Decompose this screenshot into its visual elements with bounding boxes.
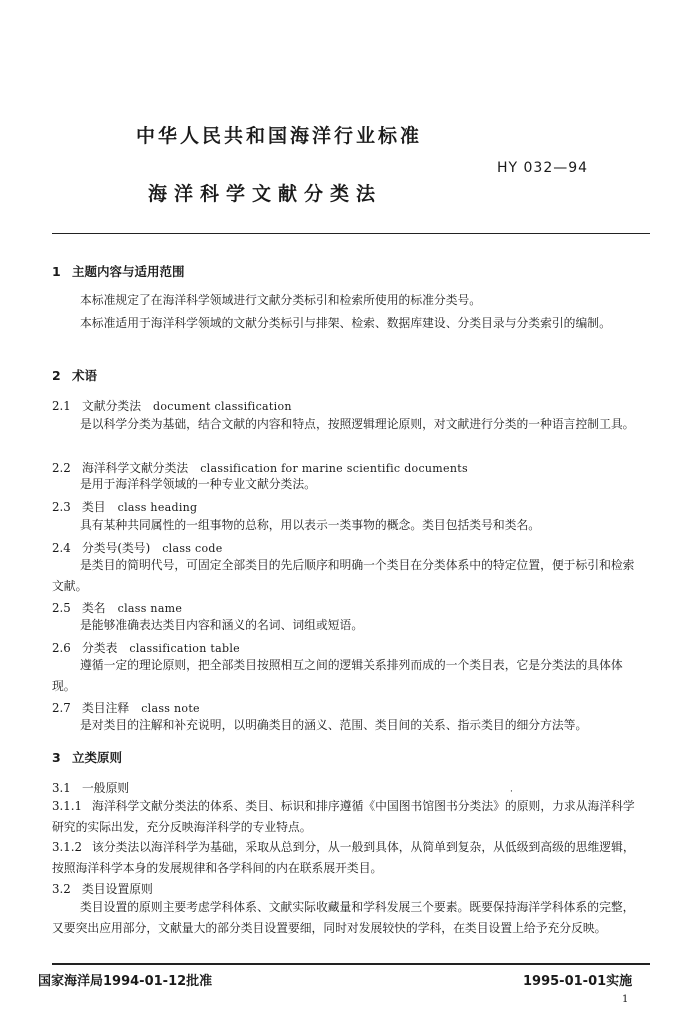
subsection-number: 3.1 <box>52 781 71 795</box>
footer-divider <box>52 963 650 965</box>
section-number: 3 <box>52 750 61 765</box>
term-2-6-definition: 遵循一定的理论原则，把全部类目按照相互之间的逻辑关系排列而成的一个类目表，它是分类法的具体体现。 <box>52 658 623 693</box>
section-title: 主题内容与适用范围 <box>72 264 185 279</box>
section-number: 2 <box>52 368 61 383</box>
term-number: 2.5 <box>52 601 71 615</box>
term-number: 2.7 <box>52 701 71 715</box>
clause-3-1-1 <box>52 796 646 838</box>
page-number: 1 <box>622 994 629 1005</box>
clause-3-1-2 <box>52 837 646 879</box>
effective-date: 1995-01-01实施 <box>523 974 633 989</box>
section-1-paragraph-1: 本标准规定了在海洋科学领域进行文献分类标引和检索所使用的标准分类号。 <box>80 293 482 307</box>
term-2-6-heading <box>52 639 240 656</box>
term-english: class code <box>162 542 223 555</box>
term-english: class name <box>117 602 183 615</box>
section-2-heading <box>52 366 97 384</box>
term-chinese: 类名 <box>82 601 106 615</box>
clause-text: 该分类法以海洋科学为基础，采取从总到分，从一般到具体，从简单到复杂，从低级到高级的思维逻辑，按照海洋科学本身的发展规律和各学科间的内在联系展开类目。 <box>52 840 635 875</box>
section-3-heading <box>52 748 122 766</box>
clause-number: 3.1.1 <box>52 799 83 813</box>
term-2-5-definition: 是能够准确表达类目内容和涵义的名词、词组或短语。 <box>80 618 364 632</box>
subsection-number: 3.2 <box>52 882 71 896</box>
term-number: 2.3 <box>52 500 71 514</box>
term-chinese: 类目 <box>82 500 106 514</box>
term-number: 2.4 <box>52 541 71 555</box>
term-number: 2.2 <box>52 461 71 475</box>
section-number: 1 <box>52 264 61 279</box>
section-1-paragraph-2: 本标准适用于海洋科学领域的文献分类标引与排架、检索、数据库建设、分类目录与分类索引的编制。 <box>80 316 611 330</box>
term-chinese: 分类表 <box>82 641 118 655</box>
subsection-3-2-heading <box>52 880 153 897</box>
term-2-2-definition: 是用于海洋科学领域的一种专业文献分类法。 <box>80 477 316 491</box>
term-2-1-definition: 是以科学分类为基础，结合文献的内容和特点，按照逻辑理论原则，对文献进行分类的一种语言控制工具。 <box>80 417 635 431</box>
term-english: classification table <box>129 642 240 655</box>
subsection-title: 一般原则 <box>82 781 130 795</box>
term-2-7-heading <box>52 699 200 716</box>
header-divider <box>52 233 650 234</box>
section-title: 立类原则 <box>72 750 123 765</box>
approval-date: 国家海洋局1994-01-12批准 <box>38 974 213 989</box>
term-chinese: 类目注释 <box>82 701 130 715</box>
section-1-heading <box>52 262 185 280</box>
term-english: classification for marine scientific documents <box>200 462 468 475</box>
term-2-5-heading <box>52 599 182 616</box>
term-chinese: 海洋科学文献分类法 <box>82 461 189 475</box>
term-2-1-heading <box>52 397 292 414</box>
term-english: class note <box>141 702 200 715</box>
subsection-title: 类目设置原则 <box>82 882 153 896</box>
term-chinese: 分类号(类号) <box>82 541 151 555</box>
standard-code: HY 032—94 <box>497 160 589 176</box>
clause-text: 海洋科学文献分类法的体系、类目、标识和排序遵循《中国图书馆图书分类法》的原则，力求从海洋科学研究的实际出发，充分反映海洋科学的专业特点。 <box>52 799 635 834</box>
term-2-7-definition: 是对类目的注解和补充说明，以明确类目的涵义、范围、类目间的关系、指示类目的细分方法等。 <box>80 718 588 732</box>
term-2-3-heading <box>52 498 197 515</box>
document-title: 海洋科学文献分类法 <box>148 183 383 205</box>
clause-number: 3.1.2 <box>52 840 83 854</box>
term-number: 2.6 <box>52 641 71 655</box>
subsection-3-2-paragraph: 类目设置的原则主要考虑学科体系、文献实际收藏量和学科发展三个要素。既要保持海洋学科体系的完整，又要突出应用部分，文献量大的部分类目设置要细，同时对发展较快的学科，在类目设置上给予充分反映。 <box>52 900 635 935</box>
term-number: 2.1 <box>52 399 71 413</box>
scan-speck: · <box>510 787 513 797</box>
term-2-4-definition: 是类目的简明代号，可固定全部类目的先后顺序和明确一个类目在分类体系中的特定位置，便于标引和检索文献。 <box>52 558 635 593</box>
standard-title: 中华人民共和国海洋行业标准 <box>136 125 423 147</box>
section-title: 术语 <box>72 368 98 383</box>
term-english: class heading <box>117 501 198 514</box>
term-2-3-definition: 具有某种共同属性的一组事物的总称，用以表示一类事物的概念。类目包括类号和类名。 <box>80 518 541 532</box>
subsection-3-1-heading <box>52 779 129 796</box>
term-chinese: 文献分类法 <box>82 399 141 413</box>
term-english: document classification <box>153 400 292 413</box>
term-2-4-heading <box>52 539 223 556</box>
